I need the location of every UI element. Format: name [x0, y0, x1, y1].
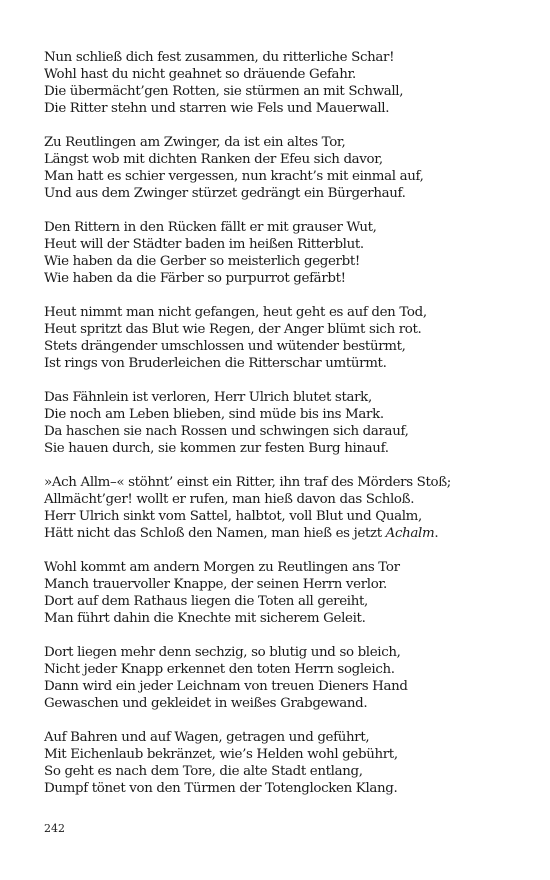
verse-line: Das Fähnlein ist verloren, Herr Ulrich blutet stark,	[44, 390, 372, 405]
verse-line: Dort liegen mehr denn sechzig, so blutig und so bleich,	[44, 645, 401, 660]
verse-line: Man hatt es schier vergessen, nun kracht’s mit einmal auf,	[44, 169, 424, 184]
verse-line: Manch trauervoller Knappe, der seinen Herrn verlor.	[44, 577, 387, 592]
verse-line: Mit Eichenlaub bekränzet, wie’s Helden wohl gebührt,	[44, 747, 398, 762]
verse-line: Wie haben da die Färber so purpurrot gefärbt!	[44, 271, 346, 286]
stanza-6	[44, 474, 514, 542]
verse-line: Die noch am Leben blieben, sind müde bis ins Mark.	[44, 407, 384, 422]
verse-line: Da haschen sie nach Rossen und schwingen sich darauf,	[44, 424, 409, 439]
verse-line: Wohl kommt am andern Morgen zu Reutlingen ans Tor	[44, 560, 400, 575]
verse-line: Zu Reutlingen am Zwinger, da ist ein altes Tor,	[44, 135, 346, 150]
verse-line: Nicht jeder Knapp erkennet den toten Herrn sogleich.	[44, 662, 395, 677]
stanza-8	[44, 644, 514, 712]
stanza-9	[44, 729, 514, 797]
verse-line: »Ach Allm–« stöhnt’ einst ein Ritter, ihn traf des Mörders Stoß;	[44, 475, 451, 490]
verse-line: Längst wob mit dichten Ranken der Efeu sich davor,	[44, 152, 383, 167]
verse-line: Den Rittern in den Rücken fällt er mit grauser Wut,	[44, 220, 377, 235]
stanza-3	[44, 219, 514, 287]
italic-place-name: Achalm	[385, 526, 435, 541]
verse-line	[44, 525, 514, 542]
stanza-5	[44, 389, 514, 457]
verse-line: Nun schließ dich fest zusammen, du ritterliche Schar!	[44, 50, 395, 65]
verse-line: Gewaschen und gekleidet in weißes Grabgewand.	[44, 696, 368, 711]
verse-line: Dann wird ein jeder Leichnam von treuen Dieners Hand	[44, 679, 408, 694]
stanza-7	[44, 559, 514, 627]
verse-line: Stets drängender umschlossen und wütender bestürmt,	[44, 339, 406, 354]
verse-line: Die Ritter stehn und starren wie Fels und Mauerwall.	[44, 101, 390, 116]
verse-line: Wie haben da die Gerber so meisterlich gegerbt!	[44, 254, 360, 269]
verse-line: Man führt dahin die Knechte mit sicherem Geleit.	[44, 611, 366, 626]
verse-line: Wohl hast du nicht geahnet so dräuende Gefahr.	[44, 67, 356, 82]
verse-line: Die übermächt’gen Rotten, sie stürmen an mit Schwall,	[44, 84, 404, 99]
verse-line-text: Hätt nicht das Schloß den Namen, man hieß es jetzt	[44, 526, 386, 541]
verse-line: Herr Ulrich sinkt vom Sattel, halbtot, voll Blut und Qualm,	[44, 509, 422, 524]
verse-line: Heut spritzt das Blut wie Regen, der Anger blümt sich rot.	[44, 322, 422, 337]
stanza-1	[44, 49, 514, 117]
verse-line: Auf Bahren und auf Wagen, getragen und geführt,	[44, 730, 370, 745]
verse-line: Allmächt’ger! wollt er rufen, man hieß davon das Schloß.	[44, 492, 415, 507]
verse-line: Dumpf tönet von den Türmen der Totenglocken Klang.	[44, 781, 398, 796]
verse-line: Heut will der Städter baden im heißen Ritterblut.	[44, 237, 364, 252]
verse-line: Sie hauen durch, sie kommen zur festen Burg hinauf.	[44, 441, 389, 456]
stanza-4	[44, 304, 514, 372]
poem-text	[44, 49, 514, 814]
verse-line: Und aus dem Zwinger stürzet gedrängt ein Bürgerhauf.	[44, 186, 406, 201]
stanza-2	[44, 134, 514, 202]
verse-line: Dort auf dem Rathaus liegen die Toten all gereiht,	[44, 594, 368, 609]
verse-line: Ist rings von Bruderleichen die Ritterschar umtürmt.	[44, 356, 387, 371]
verse-line: So geht es nach dem Tore, die alte Stadt entlang,	[44, 764, 363, 779]
verse-line: Heut nimmt man nicht gefangen, heut geht es auf den Tod,	[44, 305, 427, 320]
page-number: 242	[44, 822, 65, 835]
verse-line-punctuation: .	[434, 526, 439, 541]
